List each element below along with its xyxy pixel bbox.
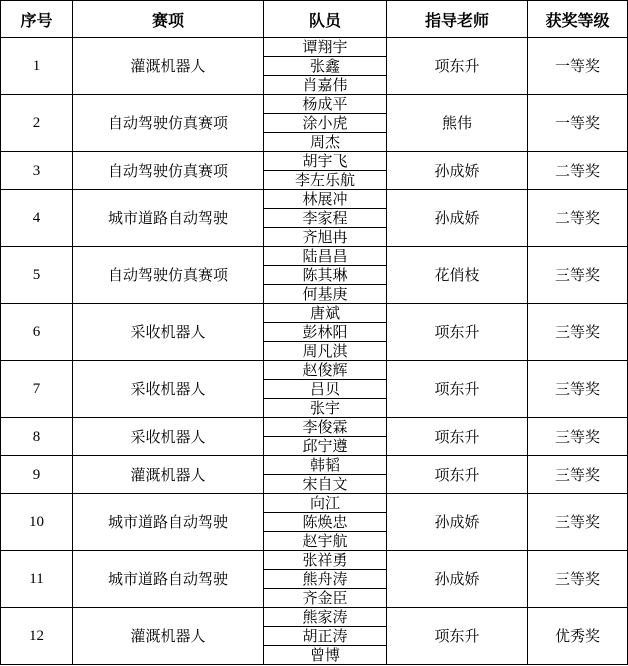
cell-index: 4 — [1, 190, 73, 247]
cell-award: 一等奖 — [528, 95, 628, 152]
table-row — [1, 247, 628, 266]
cell-advisor: 项东升 — [387, 361, 528, 418]
header-award: 获奖等级 — [528, 1, 628, 38]
cell-advisor: 项东升 — [387, 38, 528, 95]
cell-index: 5 — [1, 247, 73, 304]
cell-advisor: 孙成娇 — [387, 551, 528, 608]
cell-award: 优秀奖 — [528, 608, 628, 665]
cell-member: 周杰 — [264, 133, 387, 152]
table-row — [1, 38, 628, 57]
header-members: 队员 — [264, 1, 387, 38]
table-row — [1, 551, 628, 570]
cell-index: 3 — [1, 152, 73, 190]
table-row — [1, 494, 628, 513]
table-body — [1, 38, 628, 665]
cell-member: 肖嘉伟 — [264, 76, 387, 95]
cell-advisor: 孙成娇 — [387, 190, 528, 247]
cell-member: 涂小虎 — [264, 114, 387, 133]
cell-event: 自动驾驶仿真赛项 — [73, 152, 264, 190]
cell-member: 陆昌昌 — [264, 247, 387, 266]
table-row — [1, 152, 628, 171]
header-advisor: 指导老师 — [387, 1, 528, 38]
cell-member: 陈焕忠 — [264, 513, 387, 532]
cell-index: 9 — [1, 456, 73, 494]
cell-event: 城市道路自动驾驶 — [73, 551, 264, 608]
cell-event: 采收机器人 — [73, 418, 264, 456]
cell-member: 向江 — [264, 494, 387, 513]
cell-index: 11 — [1, 551, 73, 608]
cell-member: 何基庚 — [264, 285, 387, 304]
cell-event: 采收机器人 — [73, 361, 264, 418]
cell-award: 三等奖 — [528, 361, 628, 418]
cell-index: 10 — [1, 494, 73, 551]
cell-advisor: 项东升 — [387, 456, 528, 494]
cell-member: 张宇 — [264, 399, 387, 418]
cell-event: 灌溉机器人 — [73, 456, 264, 494]
cell-event: 采收机器人 — [73, 304, 264, 361]
cell-member: 张祥勇 — [264, 551, 387, 570]
cell-member: 李俊霖 — [264, 418, 387, 437]
cell-index: 8 — [1, 418, 73, 456]
cell-member: 谭翔宇 — [264, 38, 387, 57]
cell-member: 邱宁遵 — [264, 437, 387, 456]
cell-advisor: 项东升 — [387, 304, 528, 361]
table-row — [1, 608, 628, 627]
cell-member: 胡宇飞 — [264, 152, 387, 171]
cell-index: 6 — [1, 304, 73, 361]
cell-award: 一等奖 — [528, 38, 628, 95]
table-row — [1, 304, 628, 323]
cell-event: 灌溉机器人 — [73, 608, 264, 665]
cell-member: 胡正涛 — [264, 627, 387, 646]
cell-advisor: 孙成娇 — [387, 152, 528, 190]
table-row — [1, 95, 628, 114]
cell-member: 曾博 — [264, 646, 387, 665]
cell-event: 灌溉机器人 — [73, 38, 264, 95]
cell-award: 三等奖 — [528, 304, 628, 361]
cell-index: 12 — [1, 608, 73, 665]
cell-advisor: 熊伟 — [387, 95, 528, 152]
cell-member: 林展冲 — [264, 190, 387, 209]
table-row — [1, 361, 628, 380]
table-row — [1, 190, 628, 209]
cell-award: 三等奖 — [528, 418, 628, 456]
cell-advisor: 项东升 — [387, 418, 528, 456]
header-row — [1, 1, 628, 38]
cell-advisor: 项东升 — [387, 608, 528, 665]
cell-award: 三等奖 — [528, 456, 628, 494]
cell-award: 二等奖 — [528, 152, 628, 190]
cell-event: 城市道路自动驾驶 — [73, 494, 264, 551]
cell-member: 陈其琳 — [264, 266, 387, 285]
cell-member: 熊家涛 — [264, 608, 387, 627]
table-row — [1, 456, 628, 475]
cell-member: 彭林阳 — [264, 323, 387, 342]
cell-member: 赵俊辉 — [264, 361, 387, 380]
cell-event: 自动驾驶仿真赛项 — [73, 247, 264, 304]
header-index: 序号 — [1, 1, 73, 38]
cell-member: 熊舟涛 — [264, 570, 387, 589]
cell-member: 张鑫 — [264, 57, 387, 76]
cell-index: 7 — [1, 361, 73, 418]
cell-member: 唐斌 — [264, 304, 387, 323]
cell-member: 李左乐航 — [264, 171, 387, 190]
cell-advisor: 花俏枝 — [387, 247, 528, 304]
table-row — [1, 418, 628, 437]
cell-award: 二等奖 — [528, 190, 628, 247]
cell-index: 2 — [1, 95, 73, 152]
cell-member: 韩韬 — [264, 456, 387, 475]
cell-award: 三等奖 — [528, 494, 628, 551]
cell-award: 三等奖 — [528, 247, 628, 304]
cell-member: 杨成平 — [264, 95, 387, 114]
cell-member: 李家程 — [264, 209, 387, 228]
cell-index: 1 — [1, 38, 73, 95]
cell-event: 自动驾驶仿真赛项 — [73, 95, 264, 152]
cell-member: 赵宇航 — [264, 532, 387, 551]
cell-member: 齐金臣 — [264, 589, 387, 608]
cell-event: 城市道路自动驾驶 — [73, 190, 264, 247]
cell-award: 三等奖 — [528, 551, 628, 608]
header-event: 赛项 — [73, 1, 264, 38]
cell-member: 周凡淇 — [264, 342, 387, 361]
cell-member: 吕贝 — [264, 380, 387, 399]
cell-member: 齐旭冉 — [264, 228, 387, 247]
cell-advisor: 孙成娇 — [387, 494, 528, 551]
cell-member: 宋自文 — [264, 475, 387, 494]
